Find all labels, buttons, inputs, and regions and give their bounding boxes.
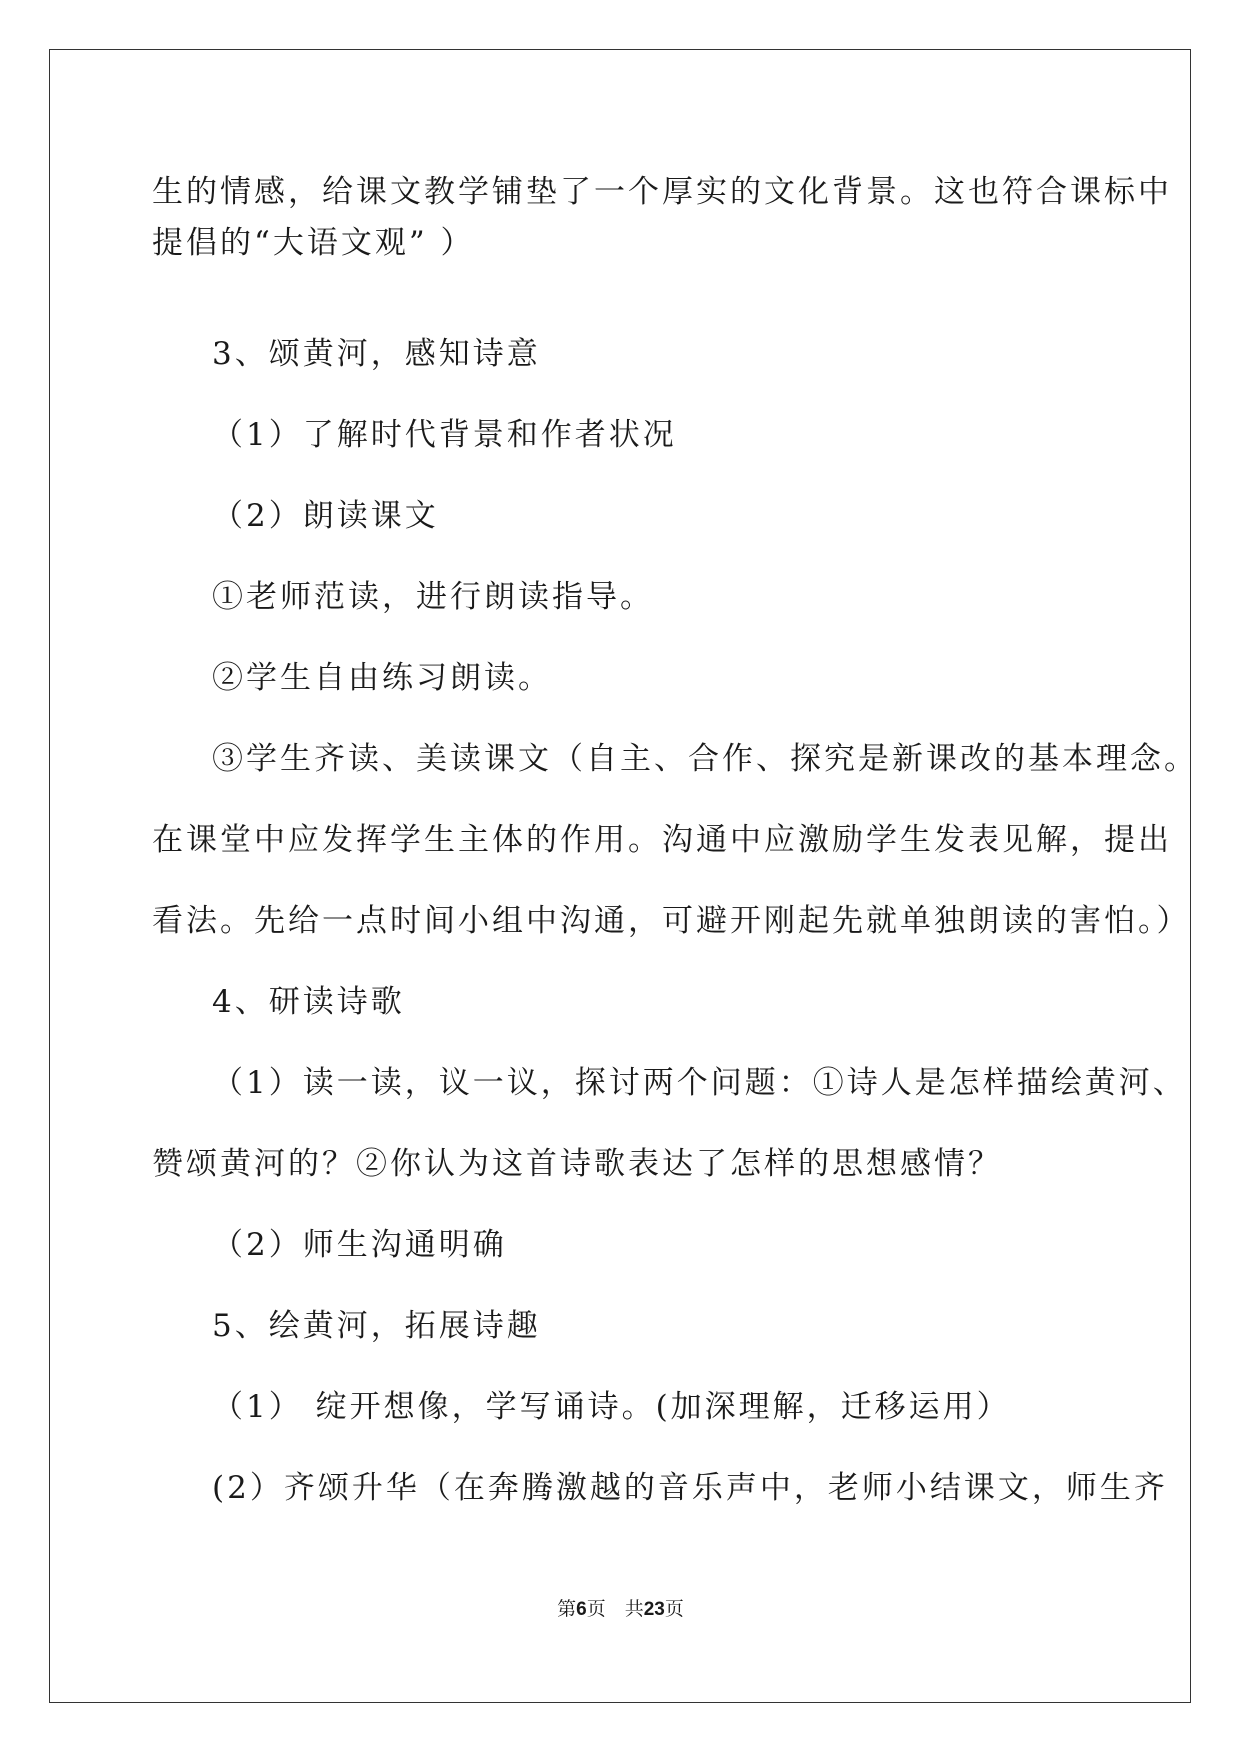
section-heading: 3、颂黄河，感知诗意 (212, 336, 541, 372)
text-line: 在课堂中应发挥学生主体的作用。沟通中应激励学生发表见解，提出 (152, 822, 1172, 858)
text-line: (2）齐颂升华（在奔腾激越的音乐声中，老师小结课文，师生齐 (212, 1470, 1168, 1506)
page-border (49, 49, 1191, 1703)
text-line: （1）了解时代背景和作者状况 (212, 417, 677, 453)
footer-total-pages: 23 (643, 1599, 665, 1620)
text-line: ③学生齐读、美读课文（自主、合作、探究是新课改的基本理念。 (212, 741, 1198, 777)
text-line: 赞颂黄河的？②你认为这首诗歌表达了怎样的思想感情？ (152, 1146, 1002, 1182)
text-line: 提倡的“大语文观” ） (152, 225, 475, 261)
text-line: （2）朗读课文 (212, 498, 439, 534)
section-heading: 5、绘黄河，拓展诗趣 (212, 1308, 541, 1344)
text-line: 看法。先给一点时间小组中沟通，可避开刚起先就单独朗读的害怕。） (152, 903, 1191, 939)
text-line: ②学生自由练习朗读。 (212, 660, 552, 696)
footer-page-number: 6 (576, 1599, 587, 1620)
section-heading: 4、研读诗歌 (212, 984, 405, 1020)
text-line: （2）师生沟通明确 (212, 1227, 507, 1263)
text-line: （1） 绽开想像，学写诵诗。(加深理解，迁移运用） (212, 1389, 1011, 1425)
text-line: 生的情感，给课文教学铺垫了一个厚实的文化背景。这也符合课标中 (152, 174, 1172, 210)
text-line: （1）读一读，议一议，探讨两个问题：①诗人是怎样描绘黄河、 (212, 1065, 1187, 1101)
text-line: ①老师范读，进行朗读指导。 (212, 579, 654, 615)
page-footer (0, 1597, 1241, 1622)
footer-suffix: 页 (664, 1598, 684, 1620)
footer-prefix: 第 (557, 1598, 577, 1620)
footer-middle: 页 共 (586, 1598, 644, 1620)
